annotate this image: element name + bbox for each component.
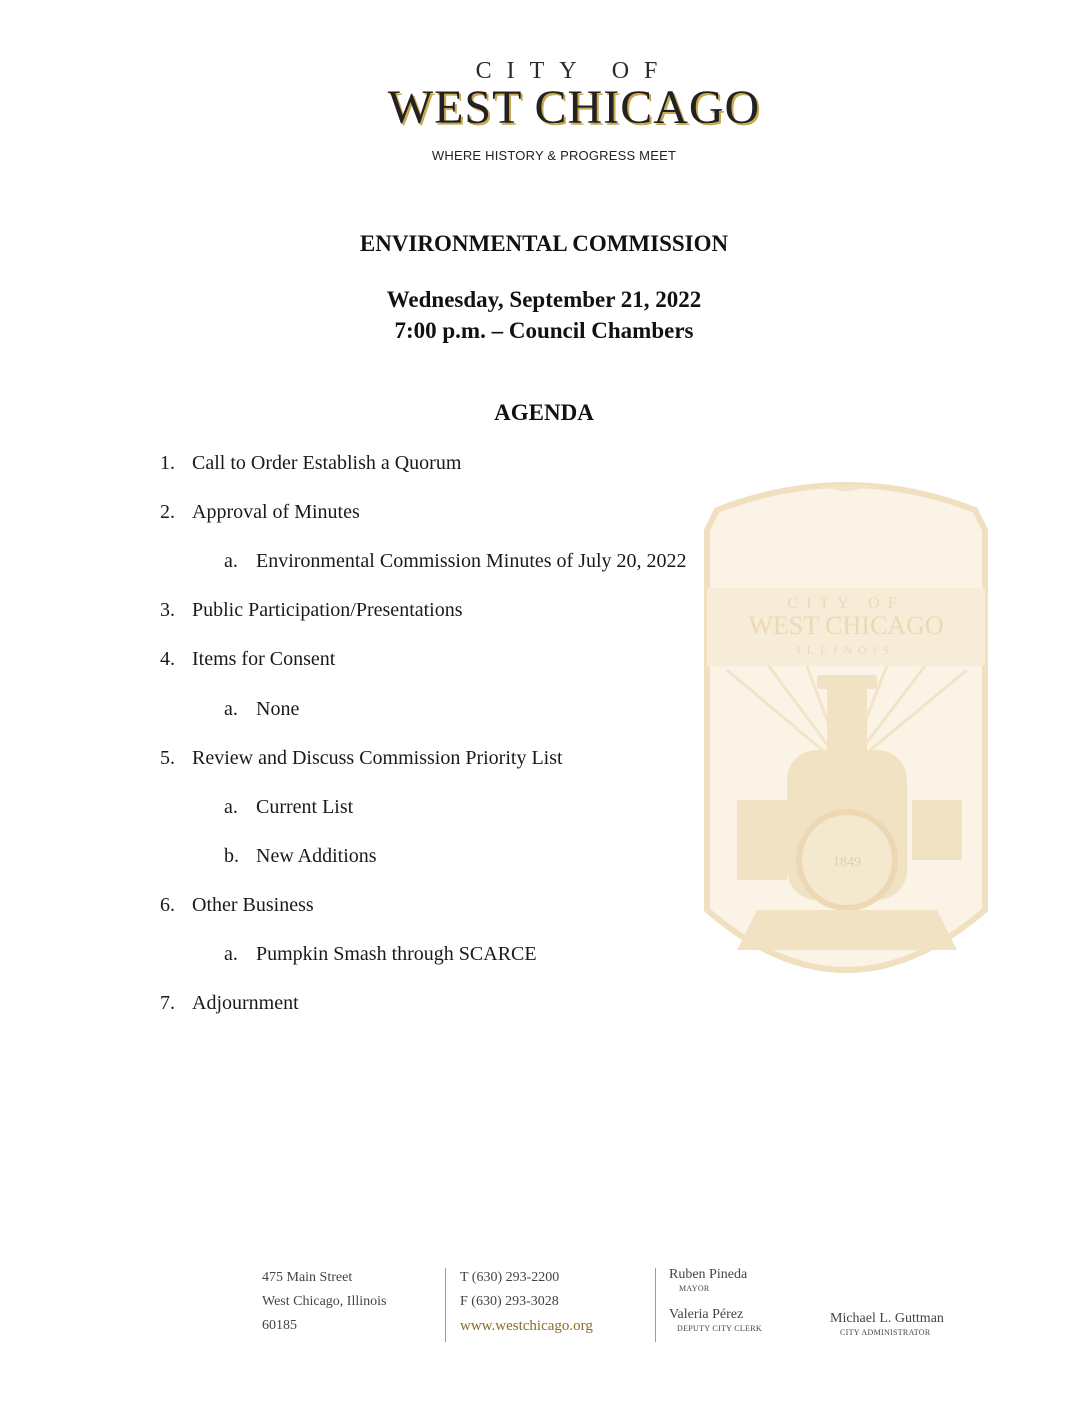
agenda-item: [160, 648, 335, 671]
meeting-time-location: 7:00 p.m. – Council Chambers: [394, 318, 694, 343]
item-number: 6.: [160, 894, 175, 916]
item-text: Items for Consent: [192, 648, 336, 670]
agenda-item: [160, 747, 563, 770]
agenda-item: [160, 452, 461, 475]
item-letter: b.: [224, 845, 239, 867]
meeting-date: Wednesday, September 21, 2022: [386, 287, 702, 312]
fax-number: F (630) 293-3028: [460, 1294, 559, 1309]
item-text: Public Participation/Presentations: [192, 599, 463, 621]
agenda-subitem: [224, 943, 537, 966]
city-seal-watermark: [697, 470, 995, 990]
seal-year: 1849: [833, 855, 861, 870]
footer-administrator: [830, 1310, 944, 1338]
item-text: New Additions: [256, 845, 377, 867]
seal-west-chicago: WEST CHICAGO: [748, 611, 944, 640]
item-letter: a.: [224, 796, 238, 818]
seal-illinois: ILLINOIS: [796, 643, 896, 657]
item-text: Pumpkin Smash through SCARCE: [256, 943, 537, 965]
logo-west-chicago: WEST CHICAGO: [387, 81, 761, 134]
item-text: Current List: [256, 796, 354, 818]
commission-title: ENVIRONMENTAL COMMISSION: [359, 231, 729, 256]
agenda-subitem: [224, 698, 299, 721]
address-street: 475 Main Street: [262, 1270, 353, 1285]
address-zip: 60185: [262, 1318, 297, 1333]
item-text: Review and Discuss Commission Priority List: [192, 747, 563, 769]
mayor-name: Ruben Pineda: [669, 1267, 748, 1282]
item-letter: a.: [224, 550, 238, 572]
agenda-heading: AGENDA: [494, 400, 594, 425]
item-number: 3.: [160, 599, 175, 621]
item-letter: a.: [224, 698, 238, 720]
administrator-title: CITY ADMINISTRATOR: [840, 1328, 931, 1337]
phone-number: T (630) 293-2200: [460, 1270, 560, 1285]
agenda-item: [160, 501, 360, 524]
item-text: Adjournment: [192, 992, 299, 1014]
administrator-name: Michael L. Guttman: [830, 1311, 944, 1326]
seal-city-of: CITY OF: [787, 595, 905, 612]
address-city: West Chicago, Illinois: [262, 1294, 387, 1309]
agenda-subitem: [224, 550, 687, 573]
footer-divider: [655, 1268, 656, 1342]
item-letter: a.: [224, 943, 238, 965]
footer-divider: [445, 1268, 446, 1342]
agenda-subitem: [224, 796, 353, 819]
footer-contact: [460, 1266, 593, 1338]
footer-officials: [669, 1266, 762, 1334]
logo-city-of: CITY OF: [475, 58, 673, 84]
clerk-name: Valeria Pérez: [669, 1307, 744, 1322]
item-number: 4.: [160, 648, 175, 670]
item-text: Environmental Commission Minutes of July 20, 2022: [256, 550, 687, 572]
item-text: Approval of Minutes: [192, 501, 360, 523]
clerk-title: DEPUTY CITY CLERK: [677, 1324, 762, 1333]
item-number: 7.: [160, 992, 175, 1014]
item-text: Call to Order Establish a Quorum: [192, 452, 462, 474]
item-number: 2.: [160, 501, 175, 523]
item-number: 1.: [160, 452, 175, 474]
website-link[interactable]: www.westchicago.org: [460, 1318, 593, 1334]
item-number: 5.: [160, 747, 175, 769]
item-text: None: [256, 698, 300, 720]
agenda-item: [160, 599, 463, 622]
tagline: WHERE HISTORY & PROGRESS MEET: [431, 148, 677, 163]
footer-address: [262, 1266, 386, 1338]
agenda-item: [160, 992, 299, 1015]
item-text: Other Business: [192, 894, 314, 916]
agenda-subitem: [224, 845, 377, 868]
mayor-title: MAYOR: [679, 1284, 710, 1293]
agenda-item: [160, 894, 314, 917]
